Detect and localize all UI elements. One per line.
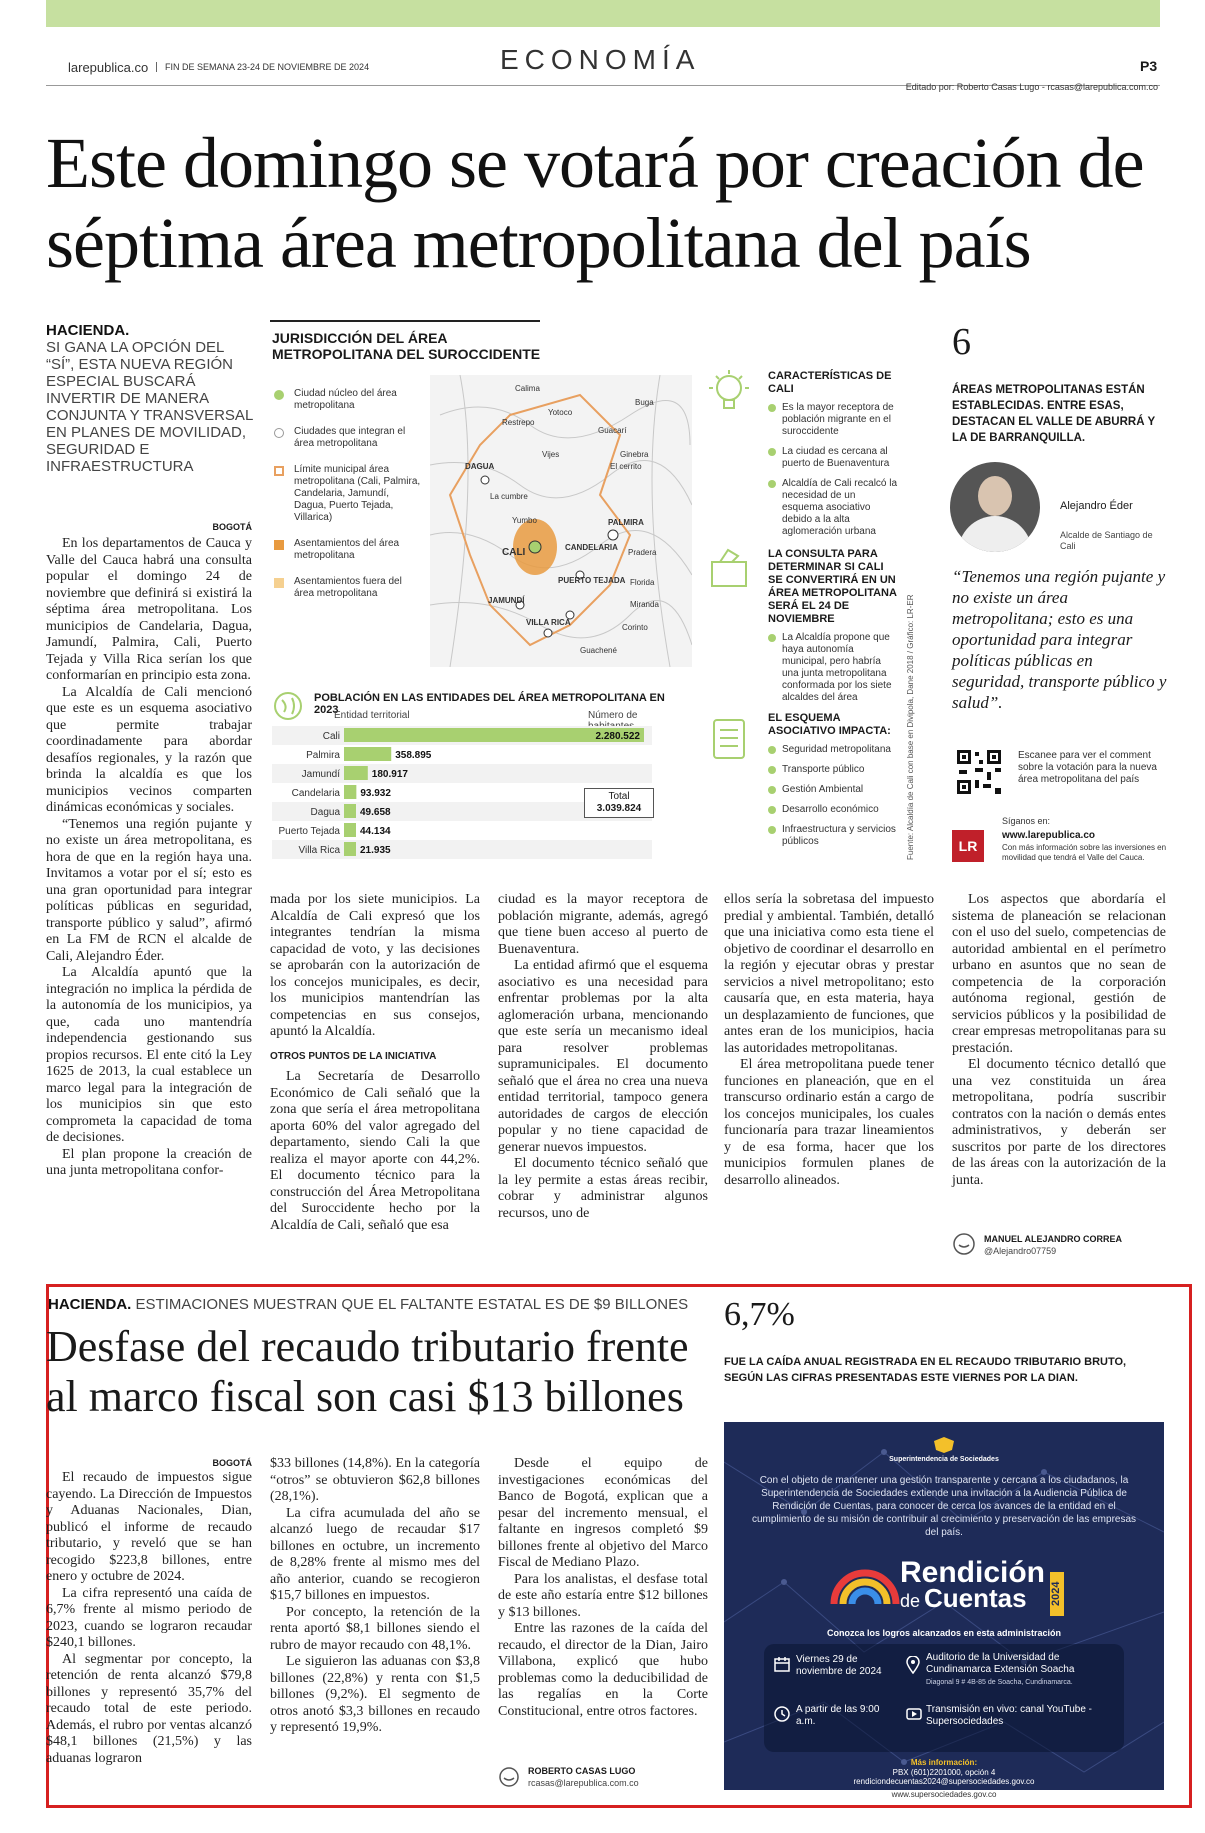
sidebar-heading: CARACTERÍSTICAS DE CALI [768, 370, 892, 395]
circle-icon [274, 428, 284, 438]
paragraph: Entre las razones de la caída del recaudo, el director de la Dian, Jairo Villabona, explicó que hubo problemas como la deducibilidad de las regalías en la Corte Constitucional, entre otros factores. [498, 1621, 708, 1719]
list-item: Gestión Ambiental [768, 784, 898, 796]
region-map [430, 375, 692, 667]
org-name: Superintendencia de Sociedades [889, 1456, 999, 1463]
total-box [584, 788, 654, 818]
info-phone: PBX (601)2201000, opción 4 [892, 1768, 996, 1777]
paragraph: La Alcaldía apuntó que la integración no implica la pérdida de la autonomía de los municipios, ya que, cada uno mantendría independencia gestionando sus propios recursos. El ente citó la Ley 1625 de 2013, la cual establece un marco legal para la integración de los municipios sin que esto comprometa la capacidad de toma de decisiones. [46, 965, 252, 1145]
author-icon [498, 1766, 520, 1788]
square-icon [274, 466, 284, 476]
place-label: Corinto [622, 623, 648, 632]
info-web[interactable]: www.supersociedades.gov.co [891, 1790, 997, 1799]
value-label: 2.280.522 [595, 731, 640, 742]
event-time: A partir de las 9:00 a.m. [796, 1704, 880, 1727]
pull-quote: “Tenemos una región pujante y no existe un área metropolitana; esto es una oportunidad para integrar políticas públicas en seguridad, transporte público y salud”. [952, 567, 1167, 712]
paragraph: Al segmentar por concepto, la retención de renta alcanzó $79,8 billones y representó 35,7% del recaudo total de este periodo. Además, el rubro por ventas alcanzó $48,1 billones (21,5%) y las aduanas lograron [46, 1651, 252, 1766]
dateline: BOGOTÁ [212, 522, 252, 532]
page-number: P3 [1140, 58, 1158, 74]
list-item: La Alcaldía propone que haya autonomía municipal, pero habría una junta metropolitana conformada por los siete alcaldes del área [768, 632, 898, 704]
article2-column-1 [46, 1470, 252, 1767]
person-role: Alcalde de Santiago de Cali [1060, 530, 1153, 551]
paragraph: La Alcaldía de Cali mencionó que este es un esquema asociativo que permite trabajar coordinadamente para abordar desafíos regionales, y la razón que brinda la alcaldía es que los municipios vecinos comparten dinámicas económicas y sociales. [46, 684, 252, 815]
qr-code-icon[interactable] [955, 748, 1003, 796]
list-item: La ciudad es cercana al puerto de Buenaventura [768, 446, 898, 470]
section-title: ECONOMÍA [500, 44, 701, 75]
x-axis-label: Entidad territorial [334, 710, 410, 721]
bar [344, 766, 368, 780]
event-address: Diagonal 9 # 4B-85 de Soacha, Cundinamarca. [926, 1679, 1073, 1686]
event-year: 2024 [1050, 1572, 1064, 1616]
event-title-de: de [900, 1591, 921, 1611]
value-label: 21.935 [360, 845, 391, 856]
place-label: Florida [630, 578, 655, 587]
shield-icon [932, 1436, 956, 1454]
article1-column-4 [724, 892, 934, 1189]
bar [344, 842, 356, 856]
value-label: 44.134 [360, 826, 391, 837]
article1-column-1 [46, 536, 252, 1180]
category-label: Jamundí [301, 769, 340, 780]
chart-title: POBLACIÓN EN LAS ENTIDADES DEL ÁREA METROPOLITANA EN 2023 [314, 692, 665, 716]
place-label: Guacarí [598, 426, 627, 435]
total-label: Total [608, 791, 630, 802]
place-label: Ginebra [620, 450, 649, 459]
legend-item: Ciudad núcleo del área metropolitana [272, 388, 424, 412]
qr-caption: Escanee para ver el comment sobre la votación para la nueva área metropolitana del país [1018, 750, 1157, 785]
place-label: Guachené [580, 646, 617, 655]
villa-rica-marker [544, 629, 552, 637]
info-email[interactable]: rendiciondecuentas2024@supersociedades.gov.co [853, 1777, 1035, 1786]
place-label: PUERTO TEJADA [558, 576, 626, 585]
bar [344, 785, 356, 799]
list-item: Desarrollo económico [768, 804, 898, 816]
category-label: Palmira [306, 750, 340, 761]
paragraph: $33 billones (14,8%). En la categoría “otros” se obtuvieron $62,8 billones (28,1%). [270, 1456, 480, 1504]
place-label: PALMIRA [608, 518, 644, 527]
value-label: 358.895 [395, 750, 432, 761]
square-icon [274, 578, 284, 588]
article2-column-2 [270, 1456, 480, 1737]
paragraph: Los aspectos que abordaría el sistema de planeación se relacionan con el uso del suelo, competencias de autoridad ambiental en el perímetro urbano en asuntos que no sean de competencia de la corporación autónoma regional, gestión de servicios públicos y la posibilidad de crear empresas metropolitanas para su prestación. [952, 892, 1166, 1056]
top-color-bar [46, 0, 1160, 27]
article2-headline: Desfase del recaudo tributario frente al marco fiscal son casi $13 billones [46, 1322, 689, 1421]
category-label: Cali [322, 731, 340, 742]
paragraph: Desde el equipo de investigaciones económicas del Banco de Bogotá, explican que a pesar del incremento mensual, el faltante en ingresos completó $9 billones frente al objetivo del Marco Fiscal de Mediano Plazo. [498, 1456, 708, 1570]
map-legend [272, 388, 424, 614]
event-subtitle: Conozca los logros alcanzados en esta administración [826, 1628, 1062, 1638]
big-number: 6 [952, 321, 971, 363]
dateline: BOGOTÁ [212, 1458, 252, 1468]
kicker-text: ESTIMACIONES MUESTRAN QUE EL FALTANTE ESTATAL ES DE $9 BILLONES [135, 1296, 689, 1313]
paragraph: El plan propone la creación de una junta metropolitana confor- [46, 1146, 252, 1178]
palmira-marker [608, 530, 618, 540]
number-caption: ÁREAS METROPOLITANAS ESTÁN ESTABLECIDAS. ENTRE ESAS, DESTACAN EL VALLE DE ABURRÁ Y LA DE BARRANQUILLA. [952, 384, 1155, 444]
category-label: Villa Rica [298, 845, 340, 856]
event-title-2: Cuentas [924, 1583, 1027, 1613]
author-icon [952, 1232, 976, 1256]
calendar-icon [774, 1656, 790, 1672]
category-label: Candelaria [291, 788, 340, 799]
play-icon [906, 1708, 922, 1720]
place-label: Miranda [630, 600, 659, 609]
legend-item: Asentamientos fuera del área metropolitana [272, 576, 424, 600]
follow-label: Síganos en: [1002, 816, 1051, 826]
paragraph: La cifra acumulada del año se alcanzó luego de recaudar $17 billones en octubre, un incremento de 8,28% frente al mismo mes del año anterior, cuando se recogieron $15,7 billones en impuestos. [270, 1505, 480, 1603]
issue-date: FIN DE SEMANA 23-24 DE NOVIEMBRE DE 2024 [156, 62, 369, 72]
place-label: El cerrito [610, 462, 642, 471]
event-stream[interactable]: Transmisión en vivo: canal YouTube - Supersociedades [926, 1704, 1093, 1727]
info-block [764, 1768, 1124, 1777]
checklist-icon [708, 718, 750, 760]
editor-credit: Editado por: Roberto Casas Lugo - rcasas@larepublica.com.co [905, 82, 1158, 92]
info-heading: Más información: [910, 1758, 978, 1767]
y-axis-label: Número de [588, 710, 638, 721]
graphic-source: Fuente: Alcaldía de Cali con base en Divipola, Dane 2018 / Gráfico: LR-ER [906, 594, 915, 860]
place-label: CALI [502, 547, 526, 558]
article1-column-3 [498, 892, 708, 1222]
lightbulb-icon [708, 370, 750, 414]
article-kicker [46, 322, 256, 475]
author-name: MANUEL ALEJANDRO CORREA [984, 1234, 1123, 1244]
place-label: La cumbre [490, 492, 528, 501]
clock-icon [774, 1706, 790, 1722]
legend-item: Asentamientos del área metropolitana [272, 538, 424, 562]
site-description: Con más información sobre las inversiones en movilidad que tendrá el Valle del Cauca. [1002, 843, 1167, 862]
bar [344, 747, 391, 761]
ad-intro: Con el objeto de mantener una gestión transparente y cercana a los ciudadanos, la Superintendencia de Sociedades extiende una invitación a la Audiencia Pública de Rendición de Cuentas, para conocer de cerca los avances de la entidad en el cumplimiento de su misión de contribuir al crecimiento y preservación de las empresas del país. [751, 1475, 1137, 1538]
avatar [950, 462, 1040, 552]
lr-logo: LR [952, 830, 984, 862]
location-pin-icon [906, 1656, 920, 1674]
legend-item: Límite municipal área metropolitana (Cali, Palmira, Candelaria, Jamundí, Dagua, Puerto Tejada, Villarica) [272, 464, 424, 524]
place-label: DAGUA [465, 462, 495, 471]
category-label: Puerto Tejada [278, 826, 340, 837]
person-name: Alejandro Éder [1060, 500, 1133, 512]
author-name: ROBERTO CASAS LUGO [528, 1766, 636, 1776]
paragraph: ciudad es la mayor receptora de población migrante, además, agregó que tiene buen acceso al puerto de Buenaventura. [498, 892, 708, 957]
event-date: Viernes 29 de noviembre de 2024 [796, 1654, 882, 1677]
advertisement[interactable] [724, 1422, 1164, 1790]
square-icon [274, 540, 284, 550]
legend-item: Ciudades que integran el área metropolitana [272, 426, 424, 450]
site-link[interactable]: www.larepublica.co [1002, 830, 1095, 841]
bar [344, 804, 356, 818]
list-item: Alcaldía de Cali recalcó la necesidad de un esquema asociativo debido a la alta aglomeración urbana [768, 478, 898, 538]
place-label: Yumbo [512, 516, 537, 525]
kicker-tag: HACIENDA. [46, 322, 130, 339]
paragraph: La Secretaría de Desarrollo Económico de Cali señaló que la zona que sería el área metropolitana aporta 60% del valor agregado del departamento, siendo Cali la que realiza el mayor aporte con 44,2%. El documento técnico para la construcción del Área Metropolitana del Suroccidente hecho por la Alcaldía de Cali, señaló que esa [270, 1069, 480, 1233]
place-label: Vijes [542, 450, 560, 459]
list-item: Es la mayor receptora de población migrante en el suroccidente [768, 402, 898, 438]
map-title-rule [270, 320, 540, 322]
place-label: VILLA RICA [526, 618, 571, 627]
paragraph: mada por los siete municipios. La Alcaldía de Cali expresó que los integrantes tendrían la misma capacidad de voto, y las decisiones se aprobarán con la autorización de los concejos municipales, es decir, los municipios mantendrían las competencias en sus consejos, apuntó la Alcaldía. [270, 892, 480, 1039]
place-label: CANDELARIA [565, 543, 618, 552]
subheading: OTROS PUNTOS DE LA INICIATIVA [270, 1050, 437, 1062]
place-label: JAMUNDÍ [488, 596, 525, 605]
article1-column-5 [952, 892, 1166, 1189]
rainbow-icon [830, 1560, 900, 1608]
event-place: Auditorio de la Universidad de Cundinamarca Extensión Soacha [926, 1652, 1075, 1675]
paragraph: ellos sería la sobretasa del impuesto predial y ambiental. También, detalló que una iniciativa como esta tiene el objetivo de coordinar el desarrollo en la región y ejecutar obras y prestar servicios a nivel metropolitano; esto causaría que, en esta materia, haya un desplazamiento de funciones, que antes eran de los municipios, hacia las autoridades metropolitanas. [724, 892, 934, 1056]
author-handle[interactable]: @Alejandro07759 [984, 1246, 1057, 1256]
paragraph: Para los analistas, el desfase total de este año estaría entre $12 billones y $13 billones. [498, 1571, 708, 1620]
paragraph: En los departamentos de Cauca y Valle del Cauca habrá una consulta popular el domingo 24 de noviembre que definirá si existirá la séptima área metropolitana. Los municipios de Candelaria, Dagua, Jamundí, Palmira, Cali, Puerto Tejada y Villa Rica serían los que conformarían en principio esta zona. [46, 536, 252, 683]
population-chart [272, 690, 682, 890]
total-value: 3.039.824 [596, 803, 642, 814]
paragraph: El área metropolitana puede tener funciones en planeación, que en el transcurso ordinario están a cargo de los concejos municipales, los cuales funcionaría para trazar lineamientos y de esa forma, hacer que los municipios formulen planes de desarrollo alineados. [724, 1057, 934, 1188]
globe-icon [272, 690, 304, 722]
dot-icon [274, 390, 284, 400]
cali-characteristics [768, 370, 898, 856]
value-label: 93.932 [360, 788, 391, 799]
kicker-text: SI GANA LA OPCIÓN DEL “SÍ”, ESTA NUEVA REGIÓN ESPECIAL BUSCARÁ INVERTIR DE MANERA CONJUNTA Y TRANSVERSAL EN PLANES DE MOVILIDAD, SEGURIDAD E INFRAESTRUCTURA [46, 339, 253, 475]
place-label: Buga [635, 398, 654, 407]
article1-column-2 [270, 892, 480, 1234]
author-email[interactable]: rcasas@larepublica.com.co [528, 1778, 639, 1788]
place-label: Pradera [628, 548, 657, 557]
event-title-1: Rendición [900, 1556, 1046, 1589]
value-label: 49.658 [360, 807, 391, 818]
article2-column-3 [498, 1456, 708, 1720]
article2-kicker [48, 1296, 708, 1313]
sidebar-heading: EL ESQUEMA ASOCIATIVO IMPACTA: [768, 712, 891, 737]
list-item: Transporte público [768, 764, 898, 776]
vote-icon [708, 548, 750, 588]
list-item: Infraestructura y servicios públicos [768, 824, 898, 848]
map-title: JURISDICCIÓN DEL ÁREA METROPOLITANA DEL SUROCCIDENTE [272, 330, 541, 362]
paragraph: La entidad afirmó que el esquema asociativo es una necesidad para enfrentar problemas por la alta aglomeración urbana, mencionando que este sería un mecanismo ideal para resolver problemas supramunicipales. El documento señaló que el área no crea una nueva entidad territorial, tampoco genera autoridades de cargos de elección popular y no tiene capacidad de generar nuevos impuestos. [498, 958, 708, 1155]
site-name[interactable]: larepublica.co [68, 60, 149, 75]
dagua-marker [481, 476, 489, 484]
paragraph: Le siguieron las aduanas con $3,8 billones (22,8%) y renta con $1,5 billones (9,2%). El segmento de otros anotó $3,3 billones en recaudo y representó 19,9%. [270, 1654, 480, 1735]
category-label: Dagua [310, 807, 340, 818]
paragraph: El documento técnico detalló que una vez constituida un área metropolitana, podría suscribir contratos con la nación o demás entes administrativos, y deberán ser suscritos por parte de los directores de las áreas con la autorización de la junta. [952, 1057, 1166, 1188]
place-label: Calima [515, 384, 540, 393]
bar [344, 823, 356, 837]
list-item: Seguridad metropolitana [768, 744, 898, 756]
big-percentage: 6,7% [724, 1296, 795, 1333]
paragraph: Por concepto, la retención de la renta aportó $8,1 billones siendo el rubro de mayor recaudo con 48,1%. [270, 1604, 480, 1653]
value-label: 180.917 [371, 769, 408, 780]
paragraph: El recaudo de impuestos sigue cayendo. La Dirección de Impuestos y Aduanas Nacionales, Dian, publicó el informe de recaudo tributario, y reveló que se han recogido $223,8 billones, entre enero y octubre de 2024. [46, 1470, 252, 1584]
paragraph: El documento técnico señaló que la ley permite a estas áreas recibir, cobrar y administrar algunos recursos, uno de [498, 1156, 708, 1221]
main-headline: Este domingo se votará por creación de séptima área metropolitana del país [46, 123, 1144, 283]
paragraph: “Tenemos una región pujante y no existe un área metropolitana, es hora de que en la región haya una. Invitamos a votar por el sí; esto es una gran oportunidad para integrar políticas públicas en seguridad, transporte público y salud”, afirmó en La FM de RCN el alcalde de Cali, Alejandro Éder. [46, 816, 252, 964]
kicker-tag: HACIENDA. [48, 1296, 132, 1313]
place-label: Yotoco [548, 408, 573, 417]
percentage-caption: FUE LA CAÍDA ANUAL REGISTRADA EN EL RECAUDO TRIBUTARIO BRUTO, SEGÚN LAS CIFRAS PRESENTADAS ESTE VIERNES POR LA DIAN. [724, 1356, 1127, 1384]
cali-marker [529, 541, 541, 553]
paragraph: La cifra representó una caída de 6,7% frente al mismo periodo de 2023, cuando se lograron recaudar $240,1 billones. [46, 1585, 252, 1650]
sidebar-heading: LA CONSULTA PARA DETERMINAR SI CALI SE CONVERTIRÁ EN UN ÁREA METROPOLITANA SERÁ EL 24 DE NOVIEMBRE [768, 548, 897, 625]
place-label: Restrepo [502, 418, 535, 427]
